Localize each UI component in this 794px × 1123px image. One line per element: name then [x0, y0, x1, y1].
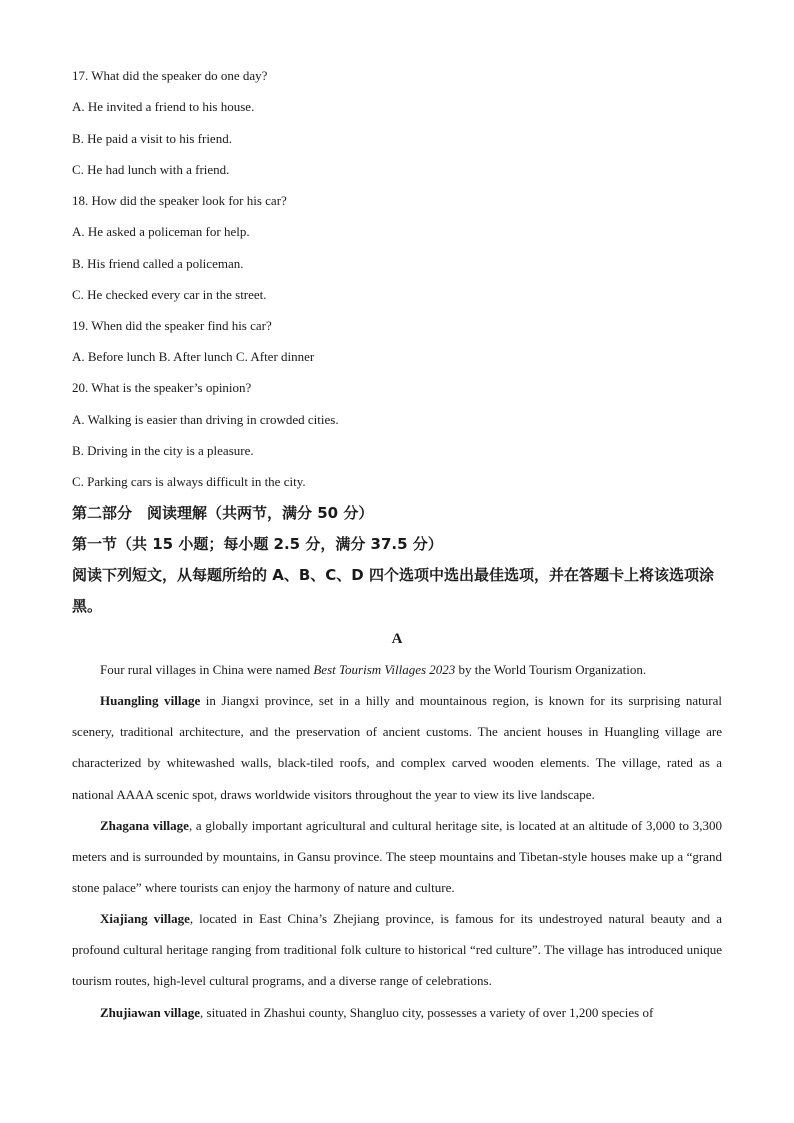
- option-20c: C. Parking cars is always difficult in the city.: [72, 474, 306, 489]
- question-20: 20. What is the speaker’s opinion?: [72, 380, 252, 395]
- part-title: 第二部分 阅读理解（共两节，满分 50 分）: [72, 504, 374, 522]
- option-18b: B. His friend called a policeman.: [72, 256, 244, 271]
- option-18c: C. He checked every car in the street.: [72, 287, 267, 302]
- paragraph-xiajiang: Xiajiang village, located in East China’s Zhejiang province, is famous for its undestroyed natural beauty and a profound cultural heritage ranging from traditional folk culture to historical “red culture”. The village has introduced unique tourism routes, high-level cultural programs, and a diverse range of celebrations.: [72, 911, 722, 989]
- village-name: Zhujiawan village: [100, 1005, 201, 1020]
- question-18: 18. How did the speaker look for his car?: [72, 193, 287, 208]
- paragraph-zhagana: Zhagana village, a globally important agricultural and cultural heritage site, is located at an altitude of 3,000 to 3,300 meters and is surrounded by mountains, in Gansu province. The steep mountains and Tibetan-style houses make up a “grand stone palace” where tourists can enjoy the harmony of nature and culture.: [72, 818, 722, 896]
- paragraph-huangling: Huangling village in Jiangxi province, set in a hilly and mountainous region, is known for its surprising natural scenery, traditional architecture, and the preservation of ancient customs. The ancient houses in Huangling village are characterized by whitewashed walls, black-tiled roofs, and complex carved wooden elements. The village, rated as a national AAAA scenic spot, draws worldwide visitors throughout the year to view its live landscape.: [72, 693, 722, 802]
- option-17b: B. He paid a visit to his friend.: [72, 131, 232, 146]
- passage-title: A: [391, 631, 403, 647]
- option-20b: B. Driving in the city is a pleasure.: [72, 443, 254, 458]
- question-19: 19. When did the speaker find his car?: [72, 318, 272, 333]
- option-18a: A. He asked a policeman for help.: [72, 224, 250, 239]
- award-name: Best Tourism Villages 2023: [313, 662, 456, 677]
- option-17a: A. He invited a friend to his house.: [72, 99, 255, 114]
- subsection-title: 第一节（共 15 小题；每小题 2.5 分，满分 37.5 分）: [72, 535, 443, 553]
- paragraph-zhujiawan: Zhujiawan village, situated in Zhashui county, Shangluo city, possesses a variety of over 1,200 species of: [100, 1005, 654, 1020]
- option-20a: A. Walking is easier than driving in crowded cities.: [72, 412, 339, 427]
- village-name: Xiajiang village: [100, 911, 190, 926]
- option-17c: C. He had lunch with a friend.: [72, 162, 230, 177]
- options-19: A. Before lunch B. After lunch C. After dinner: [72, 349, 315, 364]
- village-name: Huangling village: [100, 693, 201, 708]
- question-17: 17. What did the speaker do one day?: [72, 68, 268, 83]
- village-name: Zhagana village: [100, 818, 189, 833]
- passage-intro: Four rural villages in China were named Best Tourism Villages 2023 by the World Tourism Organization.: [100, 662, 647, 677]
- instruction: 阅读下列短文，从每题所给的 A、B、C、D 四个选项中选出最佳选项，并在答题卡上将该选项涂黑。: [72, 566, 714, 615]
